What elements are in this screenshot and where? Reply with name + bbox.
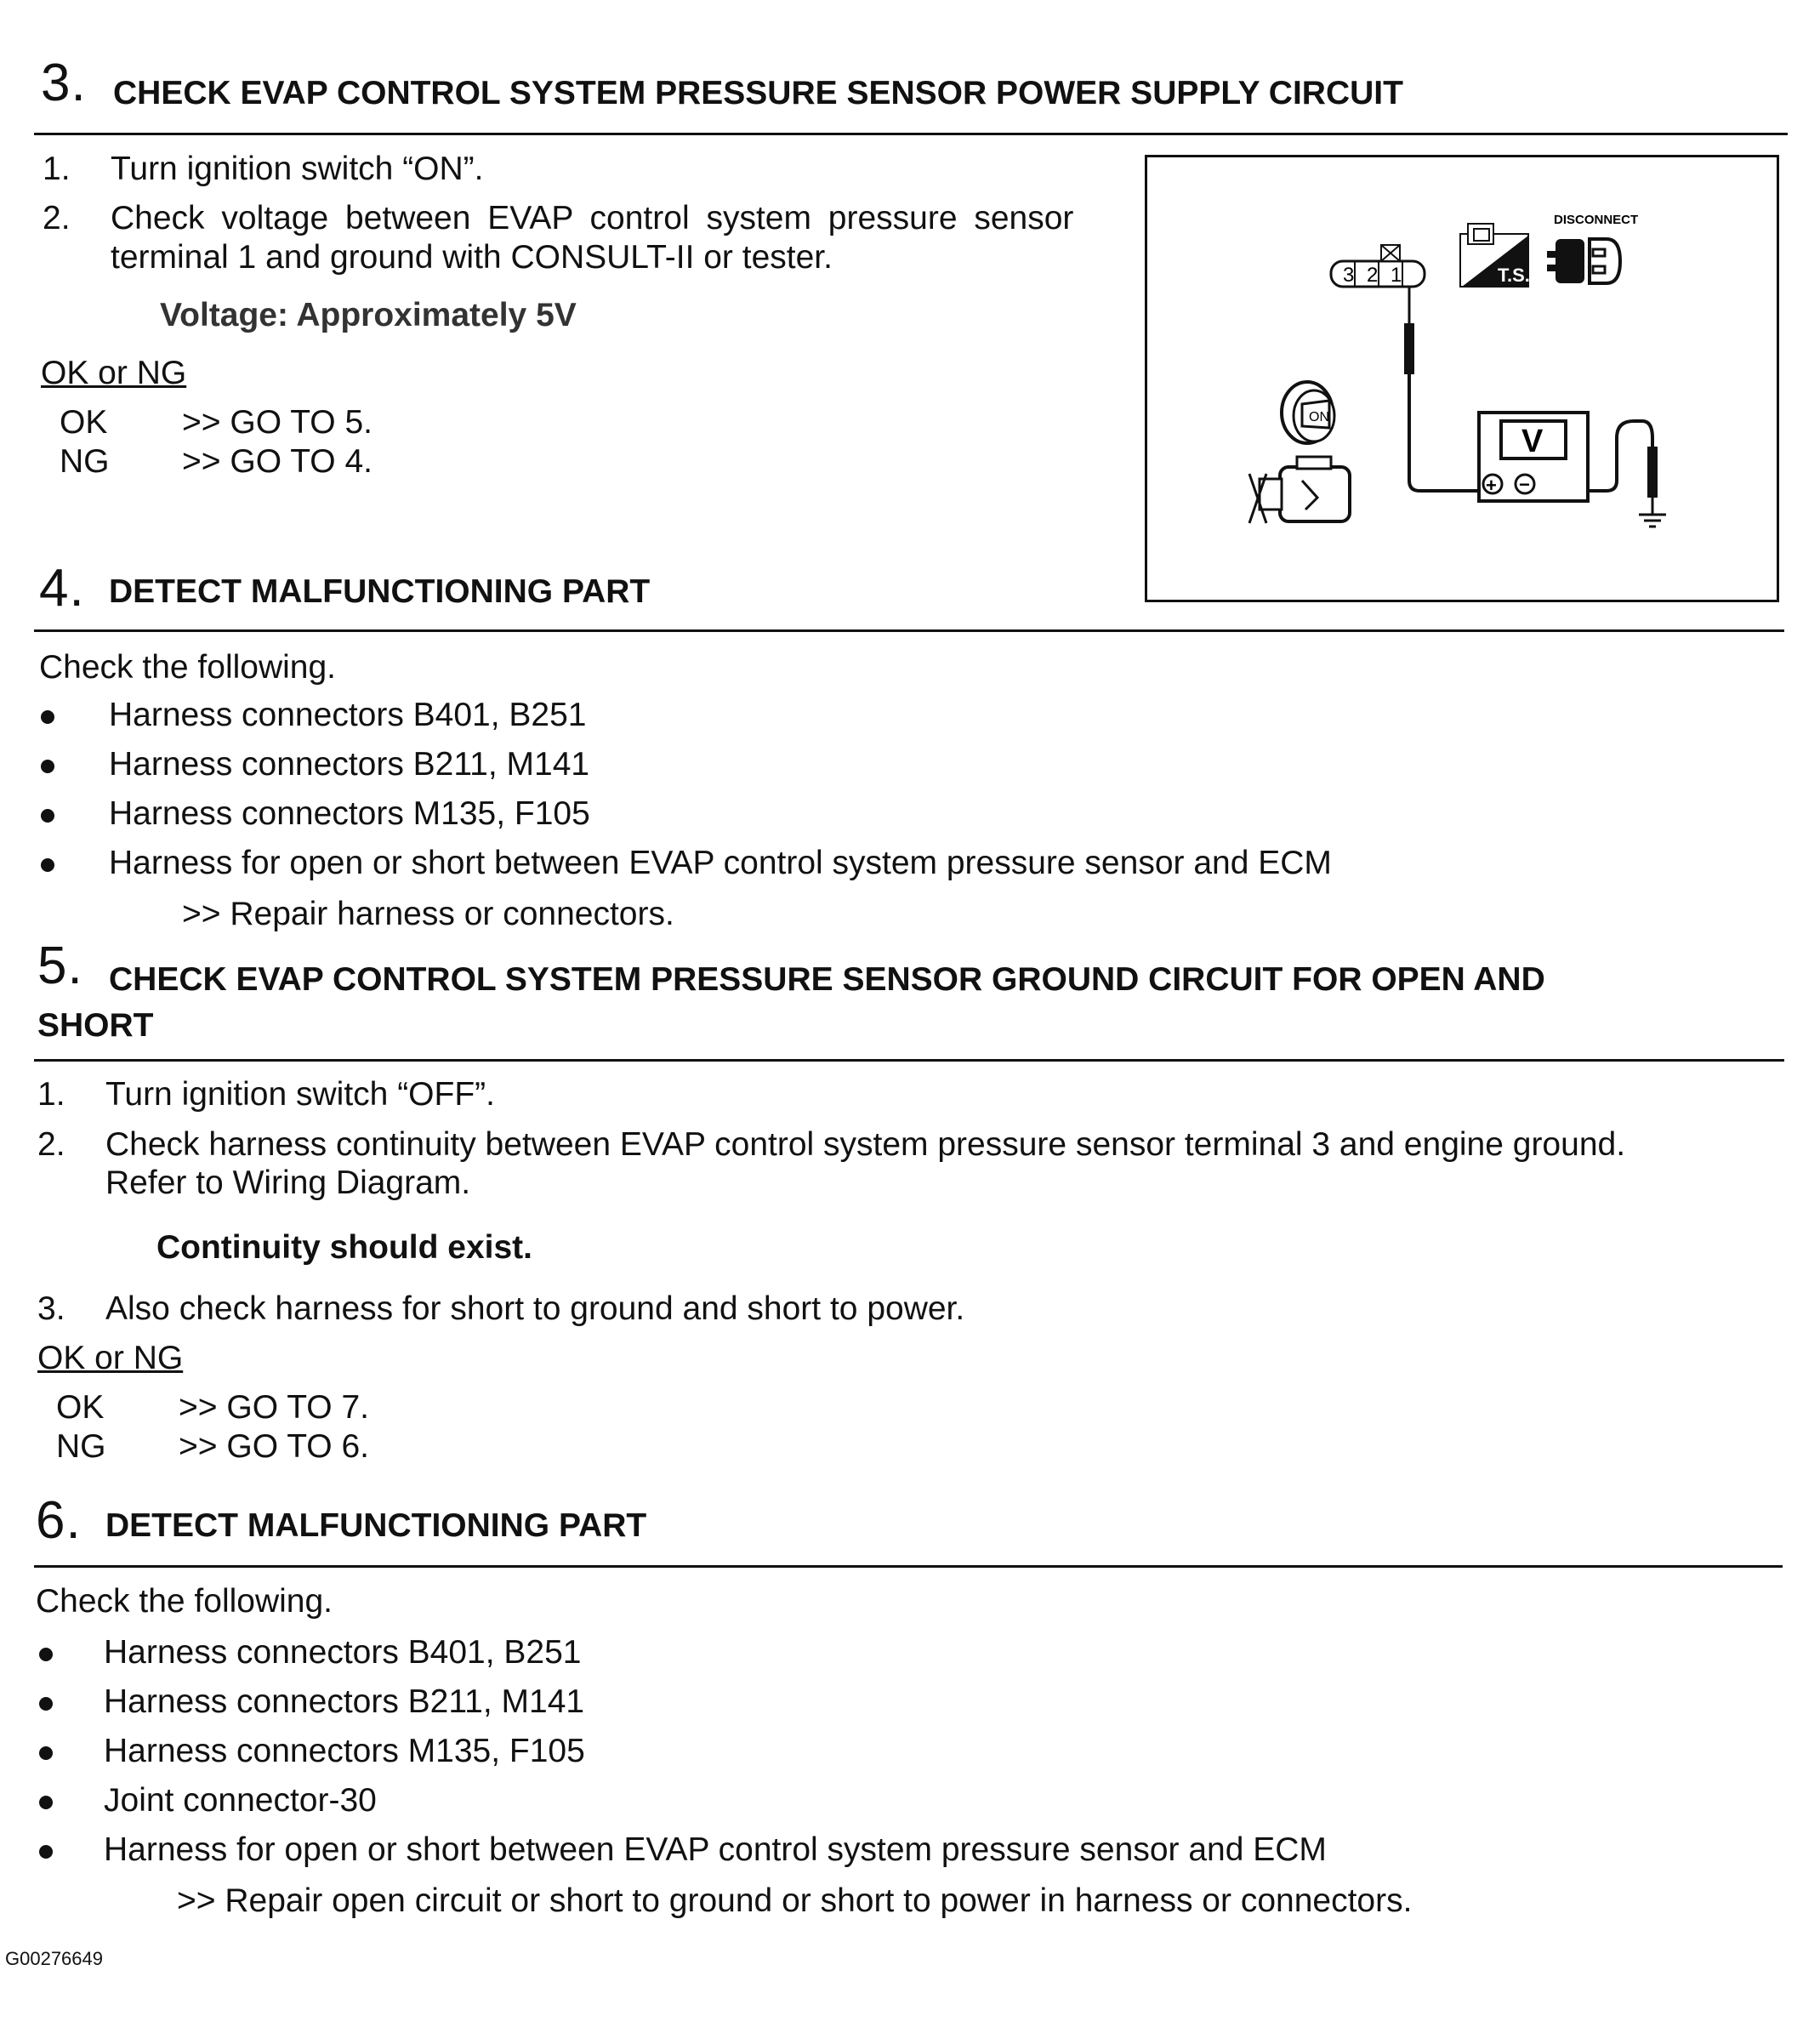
step5-item3-text: Also check harness for short to ground and short to power. <box>105 1290 965 1327</box>
step6-bullet-4: Joint connector-30 <box>104 1782 377 1819</box>
engine-icon <box>1249 457 1350 523</box>
step4-bullet-3-dot <box>41 809 54 823</box>
step6-rule <box>34 1565 1783 1568</box>
voltmeter-icon <box>1479 413 1588 501</box>
step3-ng-action: >> GO TO 4. <box>182 443 373 480</box>
probe-lead <box>1404 287 1479 491</box>
disconnect-icon <box>1547 213 1638 283</box>
step3-item2-text: Check voltage between EVAP control system pressure sensor <box>111 200 1074 236</box>
step5-title-line2: SHORT <box>37 1007 154 1044</box>
step5-spec: Continuity should exist. <box>156 1229 533 1266</box>
step3-item1-num: 1. <box>43 151 71 187</box>
step4-bullet-1: Harness connectors B401, B251 <box>109 697 587 733</box>
sensor-connector-icon <box>1331 245 1425 287</box>
step5-item2-num: 2. <box>37 1126 65 1163</box>
ignition-key-icon <box>1282 382 1334 443</box>
step3-item1-text: Turn ignition switch “ON”. <box>111 151 484 187</box>
step3-ok-action: >> GO TO 5. <box>182 404 373 441</box>
step6-bullet-1: Harness connectors B401, B251 <box>104 1634 582 1671</box>
step3-item2-num: 2. <box>43 200 71 236</box>
step4-bullet-1-dot <box>41 710 54 724</box>
step6-bullet-5: Harness for open or short between EVAP control system pressure sensor and ECM <box>104 1831 1327 1868</box>
step3-ng-key: NG <box>60 443 110 480</box>
step6-bullet-3-dot <box>39 1746 53 1760</box>
step6-number: 6. <box>36 1491 82 1550</box>
ground-symbol-icon <box>1639 515 1666 527</box>
step4-title: DETECT MALFUNCTIONING PART <box>109 573 651 610</box>
pin-3-label: 3 <box>1343 264 1355 287</box>
step6-action: >> Repair open circuit or short to ground or short to power in harness or connectors. <box>177 1882 1413 1919</box>
pin-2-label: 2 <box>1367 264 1379 287</box>
step3-rule <box>34 133 1788 135</box>
step4-bullet-2-dot <box>41 760 54 773</box>
step5-title-line1: CHECK EVAP CONTROL SYSTEM PRESSURE SENSOR GROUND CIRCUIT FOR OPEN AND <box>109 961 1545 998</box>
step6-bullet-4-dot <box>39 1796 53 1809</box>
step5-ok-ng-label: OK or NG <box>37 1340 184 1376</box>
step4-intro: Check the following. <box>39 649 337 686</box>
meter-v-label: V <box>1521 424 1544 459</box>
step5-item1-num: 1. <box>37 1076 65 1113</box>
ignition-on-label: ON <box>1309 410 1329 424</box>
step5-number: 5. <box>37 937 83 995</box>
step6-bullet-2-dot <box>39 1697 53 1711</box>
step3-number: 3. <box>41 54 87 112</box>
step5-ok-action: >> GO TO 7. <box>179 1389 370 1426</box>
step6-bullet-2: Harness connectors B211, M141 <box>104 1683 585 1720</box>
step3-ok-ng-label: OK or NG <box>41 355 187 391</box>
diagram-svg <box>1147 157 1777 600</box>
step4-bullet-4-dot <box>41 858 54 872</box>
step6-title: DETECT MALFUNCTIONING PART <box>105 1507 647 1544</box>
step5-item3-num: 3. <box>37 1290 65 1327</box>
step6-bullet-1-dot <box>39 1648 53 1661</box>
step4-bullet-4: Harness for open or short between EVAP control system pressure sensor and ECM <box>109 845 1332 881</box>
step4-number: 4. <box>39 559 85 618</box>
step5-item1-text: Turn ignition switch “OFF”. <box>105 1076 495 1113</box>
pin-1-label: 1 <box>1391 264 1402 287</box>
step4-bullet-3: Harness connectors M135, F105 <box>109 795 590 832</box>
step4-bullet-2: Harness connectors B211, M141 <box>109 746 590 783</box>
step5-item2-text: Check harness continuity between EVAP control system pressure sensor terminal 3 and engine ground. <box>105 1126 1626 1163</box>
step5-rule <box>34 1059 1784 1062</box>
step5-ng-key: NG <box>56 1428 106 1465</box>
step3-ok-key: OK <box>60 404 108 441</box>
step4-action: >> Repair harness or connectors. <box>182 896 674 932</box>
figure-code: G00276649 <box>5 1948 103 1969</box>
step6-bullet-5-dot <box>39 1845 53 1859</box>
step3-spec: Voltage: Approximately 5V <box>160 297 577 333</box>
ground-lead <box>1588 421 1658 515</box>
step5-ok-key: OK <box>56 1389 105 1426</box>
step5-item2-text2: Refer to Wiring Diagram. <box>105 1165 471 1201</box>
ts-label: T.S. <box>1498 265 1530 286</box>
step4-rule <box>34 629 1784 632</box>
step6-bullet-3: Harness connectors M135, F105 <box>104 1733 585 1769</box>
step5-ng-action: >> GO TO 6. <box>179 1428 370 1465</box>
disconnect-label: DISCONNECT <box>1554 213 1639 227</box>
meter-minus: − <box>1519 474 1530 495</box>
step3-title: CHECK EVAP CONTROL SYSTEM PRESSURE SENSOR POWER SUPPLY CIRCUIT <box>113 75 1403 111</box>
test-stand-icon <box>1460 224 1530 287</box>
meter-plus: + <box>1486 475 1497 496</box>
voltage-check-diagram <box>1145 155 1779 602</box>
step3-item2-text2: terminal 1 and ground with CONSULT-II or tester. <box>111 239 833 276</box>
step6-intro: Check the following. <box>36 1583 333 1620</box>
